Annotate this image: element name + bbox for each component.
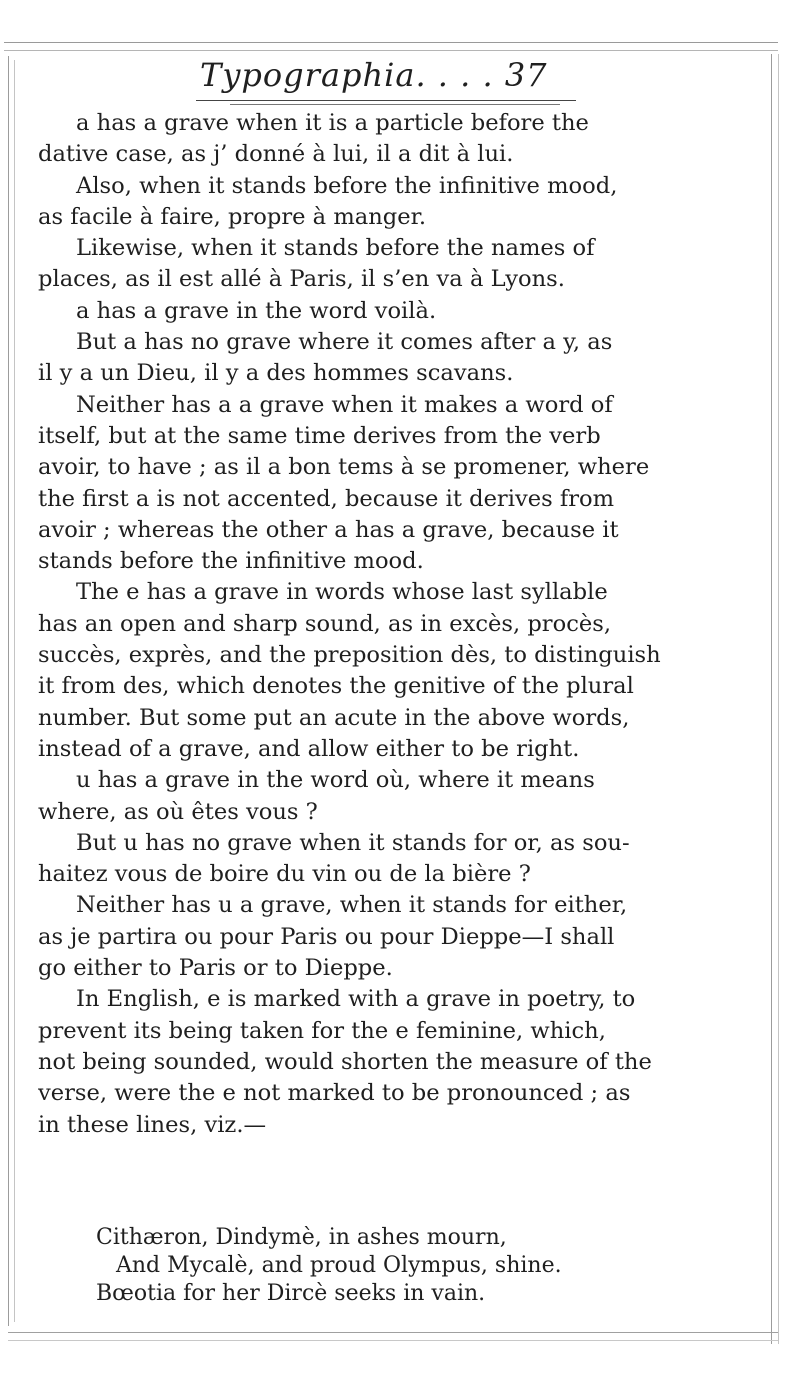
text-line: go either to Paris or to Dieppe.	[38, 955, 393, 982]
text-line: instead of a grave, and allow either to be right.	[38, 735, 580, 762]
running-head-rule-secondary	[230, 104, 560, 105]
text-line: number. But some put an acute in the above words,	[38, 704, 630, 731]
verse-quotation	[96, 1224, 756, 1308]
running-head-rule	[196, 100, 576, 101]
text-line: where, as où êtes vous ?	[38, 798, 318, 825]
text-line: succès, exprès, and the preposition dès, to distinguish	[38, 642, 661, 669]
text-line: a has a grave in the word voilà.	[76, 297, 437, 324]
text-line: stands before the infinitive mood.	[38, 548, 424, 575]
text-line: il y a un Dieu, il y a des hommes scavans.	[38, 360, 514, 387]
running-head: Typographia. . . . 37	[200, 56, 548, 94]
text-line: But u has no grave when it stands for or, as sou-	[76, 829, 630, 856]
text-line: as facile à faire, propre à manger.	[38, 203, 427, 230]
text-line: itself, but at the same time derives from the verb	[38, 422, 601, 449]
text-line: a has a grave when it is a particle before the	[76, 110, 589, 136]
left-frame-line-inner	[14, 60, 15, 1322]
text-line: places, as il est allé à Paris, il s’en va à Lyons.	[38, 266, 565, 293]
bottom-frame-line-outer	[8, 1340, 778, 1341]
text-line: Neither has a a grave when it makes a word of	[76, 391, 613, 418]
text-line: it from des, which denotes the genitive of the plural	[38, 673, 634, 700]
verse-line: And Mycalè, and proud Olympus, shine.	[116, 1253, 562, 1278]
verse-line: Bœotia for her Dircè seeks in vain.	[96, 1281, 486, 1306]
text-line: not being sounded, would shorten the measure of the	[38, 1048, 652, 1075]
text-line: as je partira ou pour Paris ou pour Dieppe—I shall	[38, 923, 615, 950]
text-line: u has a grave in the word où, where it means	[76, 767, 595, 794]
text-line: avoir, to have ; as il a bon tems à se promener, where	[38, 454, 650, 481]
text-line: has an open and sharp sound, as in excès, procès,	[38, 610, 611, 637]
text-line: Neither has u a grave, when it stands for either,	[76, 892, 628, 919]
text-line: prevent its being taken for the e feminine, which,	[38, 1017, 606, 1044]
text-line: In English, e is marked with a grave in poetry, to	[76, 986, 636, 1013]
text-line: The e has a grave in words whose last syllable	[76, 579, 608, 606]
right-frame-line	[771, 54, 772, 1344]
left-frame-line	[8, 56, 9, 1326]
text-line: haitez vous de boire du vin ou de la bière ?	[38, 861, 531, 888]
text-line: the first a is not accented, because it derives from	[38, 485, 615, 512]
text-line: Also, when it stands before the infinitive mood,	[76, 172, 618, 199]
text-line: verse, were the e not marked to be pronounced ; as	[38, 1080, 631, 1107]
text-line: dative case, as j’ donné à lui, il a dit à lui.	[38, 141, 514, 168]
text-line: in these lines, viz.—	[38, 1111, 267, 1138]
text-line: avoir ; whereas the other a has a grave, because it	[38, 516, 619, 543]
right-frame-line-outer	[778, 54, 779, 1344]
top-rule	[4, 42, 778, 43]
text-line: But a has no grave where it comes after a y, as	[76, 329, 613, 356]
text-line: Likewise, when it stands before the names of	[76, 235, 595, 262]
bottom-frame-line	[8, 1332, 778, 1333]
verse-line: Cithæron, Dindymè, in ashes mourn,	[96, 1225, 507, 1250]
body-text	[38, 108, 760, 1141]
top-rule-secondary	[4, 50, 778, 51]
